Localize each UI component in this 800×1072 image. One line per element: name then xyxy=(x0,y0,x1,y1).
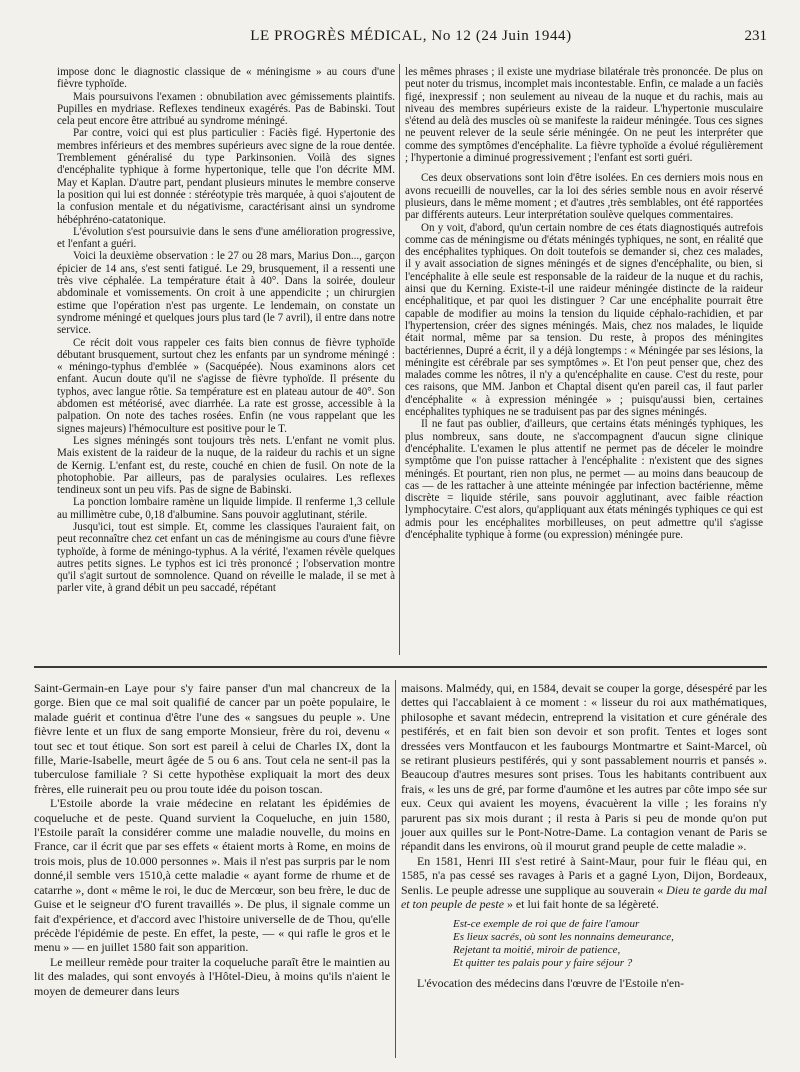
feuilleton-column-left xyxy=(34,681,390,998)
verse-line: Et quitter tes palais pour y faire séjour ? xyxy=(453,957,633,970)
verse-line: Est-ce exemple de roi que de faire l'amour xyxy=(453,917,640,930)
paragraph: L'évolution s'est poursuivie dans le sens d'une amélioration progressive, et l'enfant a guéri. xyxy=(57,225,395,251)
article-column-right xyxy=(405,66,763,541)
paragraph: Mais poursuivons l'examen : obnubilation avec gémissements plaintifs. Pupilles en mydriase. Reflexes tendineux exagérés. Pas de Babinski. Tout cela peut encore être attribué au syndrome méningé. xyxy=(57,90,395,128)
verse-line: Es lieux sacrés, où sont les nonnains demeurance, xyxy=(453,930,674,943)
paragraph: En 1581, Henri III s'est retiré à Saint-Maur, pour fuir le fléau qui, en 1585, n'a pas cessé ses ravages à Paris et a gagné Lyon, Dijon, Bordeaux, Senlis. Le peuple adresse une supplique au souverain « Dieu te garde du mal et ton peuple de peste » et lui fait honte de sa légèreté. xyxy=(401,853,767,912)
page-number: 231 xyxy=(744,28,767,44)
paragraph: les mêmes phrases ; il existe une mydriase bilatérale très prononcée. De plus on peut noter du trismus, incomplet mais incontestable. Enfin, ce malade a un faciès figé, inexpressif ; non seulement au niveau de la nuque et du rachis, mais au niveau des membres supérieurs existe de la raideur. L'hypertonie musculaire s'étend au delà des muscles où se manifeste la raideur méningée. Tous ces signes ne peuvent relever de la seule série méningée. On ne peut les interpréter que comme des symptômes d'encéphalite. La fièvre typhoïde a évolué régulièrement ; l'hypertonie a diminué progressivement ; l'enfant est sorti guéri. xyxy=(405,66,763,165)
royal-plea: Dieu te garde du mal et ton peuple de peste xyxy=(401,882,767,912)
column-divider xyxy=(399,64,400,655)
paragraph: On y voit, d'abord, qu'un certain nombre de ces états diagnostiqués autrefois comme cas de méningisme ou d'états méningés typhiques, ne sont, en réalité que des encéphalites typhiques. On doit toutefois se demander si, chez ces malades, il y avait association de signes méningés et de signes d'encéphalite, ou bien, si l'encéphalite à elle seule est responsable de la raideur de la nuque et du rachis, ainsi que du Kerning. Existe-t-il une raideur méningée distincte de la raideur encéphalitique, et par quoi les distinguer ? Car une encéphalite pourrait être capable de modifier au moins la tension du liquide céphalo-rachidien, et par l'hypertension, créer des signes méningés. Mais, chez nos malades, le liquide était normal, même par sa tension. Du reste, à propos des méningites bactériennes, Dupré a écrit, il y a déjà longtemps : « Méningée par ses lésions, la méningite est cérébrale par ses symptômes ». Et l'on peut penser que, chez des malades comme les nôtres, il n'y a qu'encéphalite en cause. C'est du reste, pour ces raisons, que MM. Janbon et Chaptal disent qu'en pareil cas, il faut parler d'encéphalite « à expression méningée » ; puisqu'aussi bien, certaines encéphalites typhiques ne se traduisent pas par des signes méningés. xyxy=(405,221,763,419)
section-separator xyxy=(34,666,767,668)
paragraph: impose donc le diagnostic classique de « méningisme » au cours d'une fièvre typhoïde. xyxy=(57,66,395,91)
paragraph: La ponction lombaire ramène un liquide limpide. Il renferme 1,3 cellule au millimètre cube, 0,18 d'albumine. Sans pouvoir agglutinant, stérile. xyxy=(57,496,395,521)
feuilleton-column-right xyxy=(401,681,767,991)
paragraph: Par contre, voici qui est plus particulier : Faciès figé. Hypertonie des membres inférieurs et des membres supérieurs avec signe de la roue dentée. Tremblement généralisé du type Parkinsonien. Voilà des signes d'encéphalite typhique à forme hypertonique, telle que l'on décrite MM. May et Kaplan. D'autre part, pendant plusieurs minutes le membre conserve la position qui lui est donnée : stéréotypie très marquée, à quoi s'ajoutent de la confusion mentale et du négativisme, caractérisant ainsi un syndrome hébéphréno-catatonique. xyxy=(57,127,395,226)
paragraph: L'évocation des médecins dans l'œuvre de l'Estoile n'en- xyxy=(417,976,685,991)
article-column-left xyxy=(57,66,395,595)
verse-line: Rejetant ta moitié, miroir de patience, xyxy=(453,943,621,956)
paragraph: Le meilleur remède pour traiter la coqueluche paraît être le maintien au lit des malades, qui sont envoyés à l'Hôtel-Dieu, à moins qu'ils n'aient le moyen de demeurer dans leurs xyxy=(34,954,390,998)
paragraph: Les signes méningés sont toujours très nets. L'enfant ne vomit plus. Mais existent de la raideur de la nuque, de la raideur du rachis et un signe de Kernig. L'enfant est, du reste, couché en chien de fusil. On note de la photophobie. Par ailleurs, pas de paralysies oculaires. Les reflexes tendineux sont un peu vifs. Pas de signe de Babinski. xyxy=(57,434,395,497)
paragraph: Il ne faut pas oublier, d'ailleurs, que certains états méningés typhiques, les plus nombreux, sans doute, ne s'accompagnent d'aucun signe clinique d'encéphalite. L'examen le plus attentif ne permet pas de déceler le moindre symptôme que l'on puisse rattacher à l'encéphalite : n'existent que des signes méningés. Et pourtant, rien non plus, ne permet — au moins dans beaucoup de cas — de les rattacher à une atteinte méningée par infection bactérienne, même discrète = liquide stérile, sans pouvoir agglutinant, avec faible réaction lymphocytaire. C'est alors, qu'appliquant aux états méningés typhiques ce qui est admis pour les encéphalites morbilleuses, on peut admettre qu'il s'agisse d'encéphalite typhique à forme (ou expression) méningée pure. xyxy=(405,418,763,541)
paragraph: L'Estoile aborde la vraie médecine en relatant les épidémies de coqueluche et de peste. Quand survient la Coqueluche, en juin 1580, l'Estoile paraît la considérer comme une maladie nouvelle, du moins en France, car il écrit que par ses effets « étaient morts à Rome, en moins de trois mois, plus de 10.000 personnes ». Mais il n'est pas surpris par le nom donné,il semble vers 1510,à cette maladie « ayant forme de rhume et de catarrhe », dont « même le roi, le duc de Mercœur, son beu frère, le duc de Guise et le seigneur d'O furent travaillés ». De plus, il signale comme un fait d'expérience, et d'accord avec l'histoire universelle de de Thou, qu'elle précède l'épidémie de peste. En effet, la peste, — « qui rafle le gros et le menu » — en juillet 1580 fait son apparition. xyxy=(34,796,390,955)
running-title: LE PROGRÈS MÉDICAL, No 12 (24 Juin 1944) xyxy=(250,28,572,44)
paragraph: Voici la deuxième observation : le 27 ou 28 mars, Marius Don..., garçon épicier de 14 ans, s'est senti fatigué. Le 29, brusquement, il a ressenti une très vive céphalée. La température était à 40°. Dans la soirée, douleur abdominale et vomissements. On croit à une appendicite ; un chirurgien estime que l'opération n'est pas urgente. Le lendemain, on constate un syndrome méningé et quelques jours plus tard (le 7 avril), il entre dans notre service. xyxy=(57,250,395,337)
page-header xyxy=(55,28,767,50)
paragraph: Ce récit doit vous rappeler ces faits bien connus de fièvre typhoïde débutant brusquement, surtout chez les enfants par un syndrome méningé : « méningo-typhus d'emblée » (Sacquépée). Nous examinons alors cet enfant. Aucun doute qu'il ne s'agisse de fièvre typhoïde. Il présente du typhos, avec langue rôtie. Sa température est en plateau autour de 40°. Son abdomen est météorisé, avec diarrhée. La rate est grosse, accessible à la palpation. On note des taches rosées. Enfin (ne vous rappelant que les signes majeurs) l'hémoculture est positive pour le T. xyxy=(57,336,395,435)
verse-quote xyxy=(453,918,767,971)
column-divider-bottom xyxy=(395,680,396,1058)
paragraph: Ces deux observations sont loin d'être isolées. En ces derniers mois nous en avons recueilli de nouvelles, car la loi des séries semble nous en avoir réservé plusieurs, dans le même moment ; et d'autres ,très semblables, ont été rapportées par différents auteurs. Leur interprétation soulève quelques commentaires. xyxy=(405,172,763,222)
paragraph: Jusqu'ici, tout est simple. Et, comme les classiques l'auraient fait, on peut reconnaître chez cet enfant un cas de méningisme au cours d'une fièvre typhoïde, à forme de méningo-typhus. A la vérité, l'examen révèle quelques autres petits signes. Le typhos est ici très prononcé ; l'observation montre qu'il s'agit surtout de somnolence. Quand on réveille le malade, il se met à parler vite, à grand débit un peu saccadé, répétant xyxy=(57,520,395,595)
paragraph: maisons. Malmédy, qui, en 1584, devait se couper la gorge, désespéré par les dettes qui l'accablaient à ce moment : « lisseur du roi aux mathématiques, philosophe et savant médecin, entreprend la visitation et cure générale des pestiférés, et en fait bien son devoir et son profit. Tentes et loges sont dressées vers Montfaucon et les faubourgs Montmartre et Saint-Marcel, où se retirant plusieurs pestiférés, qui y sont passablement nourris et pansés ». Beaucoup d'autres mesures sont prises. Tous les habitants contribuent aux frais, « les uns de gré, par forme d'aumône et les autres par côte impo sée sur eux. Ceux qui avaient les moyens, évacuèrent la ville ; les forains n'y parurent pas six mois durant ; il resta à Paris si peu de monde qu'on put jouer aux quilles sur le Pont-Notre-Dame. La contagion venant de Paris se répandit dans les environs, où il mourut grand peuple de cette maladie ». xyxy=(401,681,767,854)
paragraph: Saint-Germain-en Laye pour s'y faire panser d'un mal chancreux de la gorge. Bien que ce mal soit qualifié de cancer par un poète populaire, le malade guérit et continua d'être l'une des « sangsues du peuple ». Une fièvre lente et un flux de sang emporte Monsieur, frère du roi, devenu « tout sec et tout étique. Son sort est pareil à celui de Charles IX, dont la fille, Marie-Isabelle, meurt âgée de 5 ou 6 ans. Tout cela ne sent-il pas la tuberculose familiale ? Si cette hypothèse expliquait la mort des deux frères, elle ruinerait peu ou prou toute idée du poison toscan. xyxy=(34,681,390,796)
